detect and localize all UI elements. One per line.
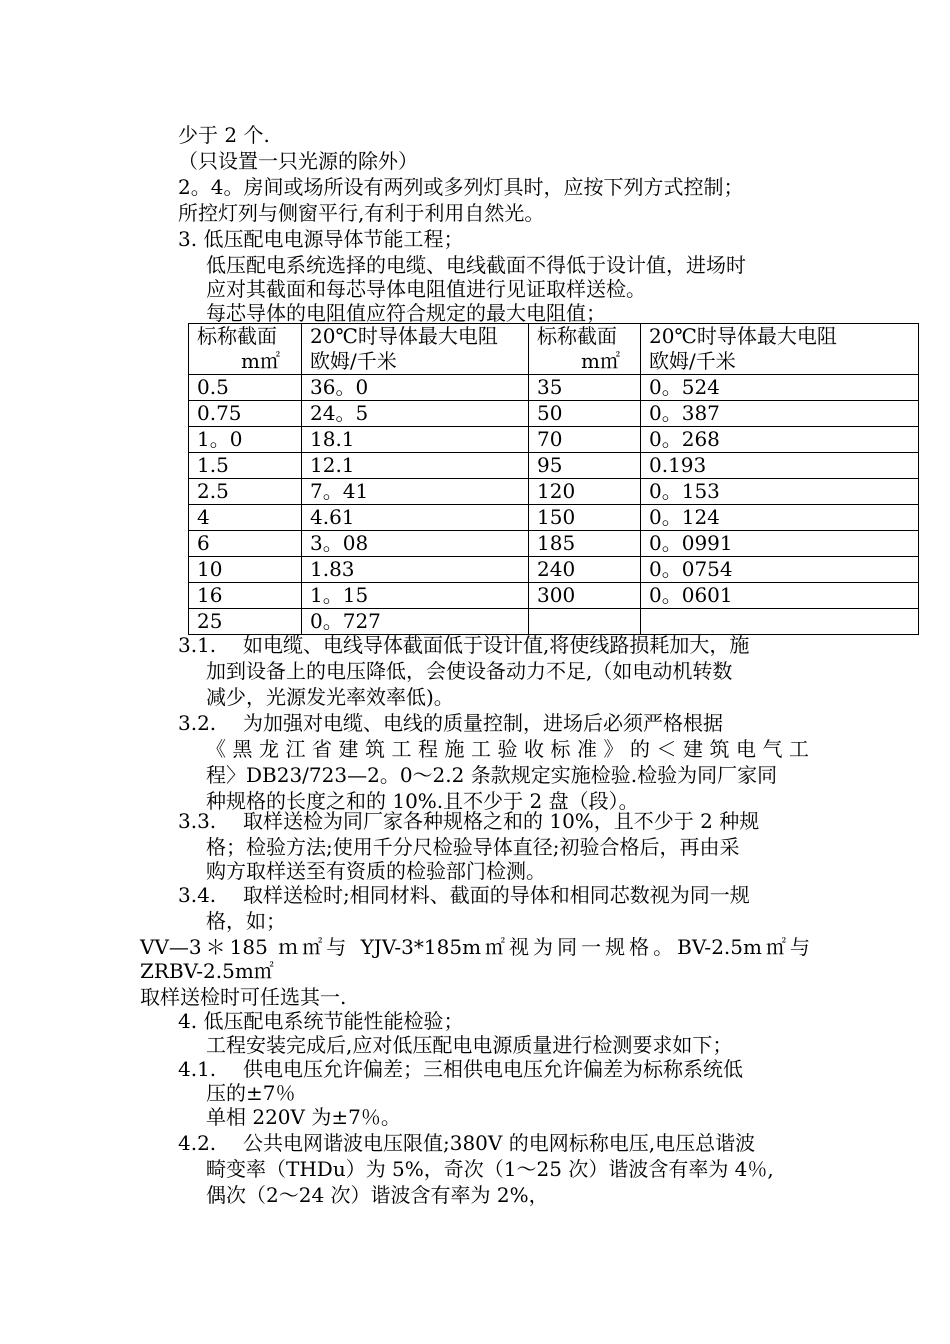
table-cell: 24。5 (302, 401, 529, 427)
text-line: 减少，光源发光率效率低)。 (206, 685, 454, 709)
table-cell: 0。387 (641, 401, 919, 427)
text-line: 偶次（2～24 次）谐波含有率为 2%， (206, 1183, 549, 1207)
table-cell: 16 (189, 583, 302, 609)
text-line: 每芯导体的电阻值应符合规定的最大电阻值； (206, 301, 606, 325)
table-cell: 0。153 (641, 479, 919, 505)
table-cell: 95 (529, 453, 641, 479)
table-cell: 50 (529, 401, 641, 427)
table-cell: 12.1 (302, 453, 529, 479)
table-cell: 0.75 (189, 401, 302, 427)
text-line: 畸变率（THDu）为 5%，奇次（1～25 次）谐波含有率为 4％, (206, 1157, 774, 1181)
table-header-cell: 标称截面 m㎡ (529, 324, 641, 375)
table-cell: 70 (529, 427, 641, 453)
table-row (189, 427, 919, 453)
text-line: 应对其截面和每芯导体电阻值进行见证取样送检。 (206, 277, 646, 301)
text-line: 种规格的长度之和的 10%.且不少于 2 盘（段）。 (206, 789, 639, 813)
text-line: 格；检验方法;使用千分尺检验导体直径;初验合格后，再由采 (206, 835, 740, 859)
table-cell: 4 (189, 505, 302, 531)
table-cell: 0。124 (641, 505, 919, 531)
table-row (189, 479, 919, 505)
table-cell: 0。0601 (641, 583, 919, 609)
table-cell: 18.1 (302, 427, 529, 453)
table-cell: 25 (189, 609, 302, 635)
table-header-row (189, 324, 919, 375)
table-header-cell: 20℃时导体最大电阻 欧姆/千米 (641, 324, 919, 375)
text-line: 程〉DB23/723—2。0～2.2 条款规定实施检验.检验为同厂家同 (206, 763, 778, 787)
table-cell: 0.193 (641, 453, 919, 479)
table-row (189, 609, 919, 635)
section-heading: 4. 低压配电系统节能性能检验； (178, 1009, 464, 1033)
clause-3-1: 3.1. 如电缆、电线导体截面低于设计值,将使线路损耗加大，施 (178, 633, 750, 657)
clause-4-2: 4.2. 公共电网谐波电压限值;380V 的电网标称电压,电压总谐波 (178, 1131, 756, 1155)
text-line: （只设置一只光源的除外） (178, 149, 418, 173)
clause-3-3: 3.3. 取样送检为同厂家各种规格之和的 10%，且不少于 2 种规 (178, 809, 760, 833)
table-cell: 3。08 (302, 531, 529, 557)
table-cell: 120 (529, 479, 641, 505)
table-cell: 36。0 (302, 375, 529, 401)
table-cell: 0。0991 (641, 531, 919, 557)
text-line: 所控灯列与侧窗平行,有利于利用自然光。 (178, 201, 545, 225)
table-cell: 1。15 (302, 583, 529, 609)
table-row (189, 557, 919, 583)
clause-3-4: 3.4. 取样送检时;相同材料、截面的导体和相同芯数视为同一规 (178, 883, 750, 907)
table-cell: 0。524 (641, 375, 919, 401)
table-cell: 0。268 (641, 427, 919, 453)
table-row (189, 583, 919, 609)
table-cell: 0。727 (302, 609, 529, 635)
table-row (189, 375, 919, 401)
table-cell: 150 (529, 505, 641, 531)
table-cell (641, 609, 919, 635)
table-header-cell: 标称截面 m㎡ (189, 324, 302, 375)
table-row (189, 505, 919, 531)
text-line: 格，如； (206, 909, 286, 933)
text-line: ZRBV-2.5m㎡ (140, 959, 274, 983)
text-line: 取样送检时可任选其一. (140, 985, 347, 1009)
table-cell (529, 609, 641, 635)
table-header-cell: 20℃时导体最大电阻 欧姆/千米 (302, 324, 529, 375)
table-cell: 35 (529, 375, 641, 401)
clause-4-1: 4.1. 供电电压允许偏差；三相供电电压允许偏差为标称系统低 (178, 1057, 743, 1081)
table-cell: 2.5 (189, 479, 302, 505)
text-line: 购方取样送至有资质的检验部门检测。 (206, 859, 546, 883)
text-line: 单相 220V 为±7％。 (206, 1105, 401, 1129)
table-cell: 10 (189, 557, 302, 583)
text-line: 工程安装完成后,应对低压配电电源质量进行检测要求如下； (206, 1033, 733, 1057)
table-cell: 1.5 (189, 453, 302, 479)
table-cell: 185 (529, 531, 641, 557)
table-cell: 240 (529, 557, 641, 583)
table-row (189, 453, 919, 479)
clause-3-2: 3.2. 为加强对电缆、电线的质量控制，进场后必须严格根据 (178, 711, 723, 735)
section-heading: 3. 低压配电电源导体节能工程； (178, 227, 464, 251)
resistance-table (188, 323, 919, 635)
text-line: 少于 2 个. (178, 123, 270, 147)
text-line: VV—3＊185 ｍ㎡与 YJV-3*185m㎡视为同一规格。BV-2.5m㎡与 (140, 935, 810, 959)
table-cell: 6 (189, 531, 302, 557)
text-line: 《黑龙江省建筑工程施工验收标准》的＜建筑电气工 (206, 737, 809, 761)
text-line: 压的±7％ (206, 1081, 296, 1105)
table-row (189, 531, 919, 557)
table-row (189, 401, 919, 427)
table-cell: 300 (529, 583, 641, 609)
table-cell: 0。0754 (641, 557, 919, 583)
table-cell: 4.61 (302, 505, 529, 531)
text-line: 2。4。房间或场所设有两列或多列灯具时，应按下列方式控制； (178, 175, 744, 199)
table-cell: 0.5 (189, 375, 302, 401)
text-line: 低压配电系统选择的电缆、电线截面不得低于设计值，进场时 (206, 253, 746, 277)
text-line: 加到设备上的电压降低，会使设备动力不足,（如电动机转数 (206, 659, 733, 683)
table-cell: 1。0 (189, 427, 302, 453)
table-cell: 1.83 (302, 557, 529, 583)
table-cell: 7。41 (302, 479, 529, 505)
